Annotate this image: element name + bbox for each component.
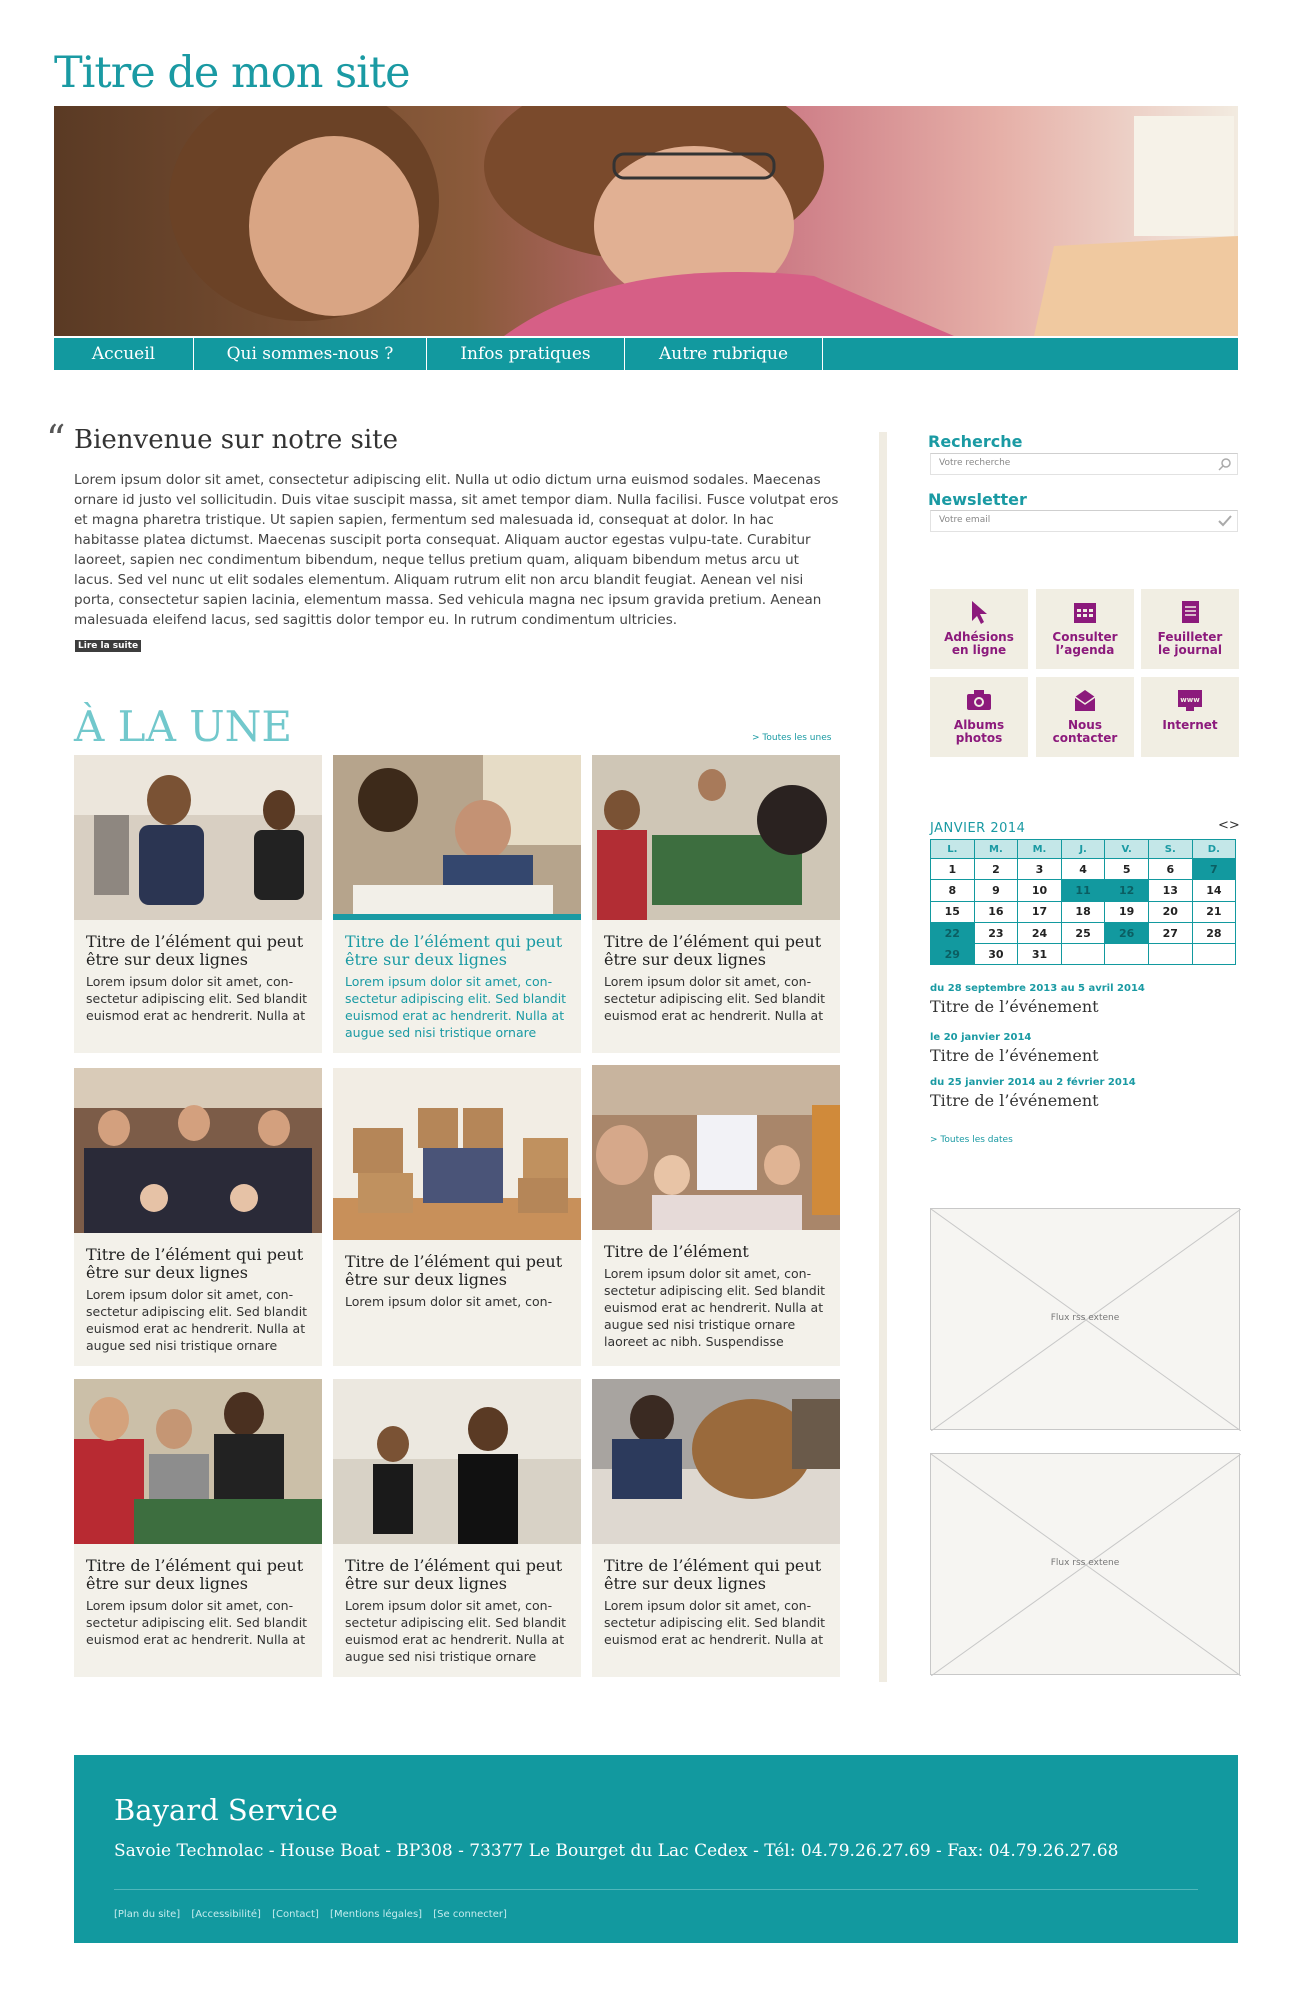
card-text: Lorem ipsum dolor sit amet, con-sectetur adipiscing elit. Sed blandit euismod erat ac hendrerit. Nulla at augue sed nisi tristique ornare <box>345 1598 567 1664</box>
nav-accueil[interactable]: Accueil <box>54 338 194 370</box>
newsletter-heading: Newsletter <box>928 490 1027 509</box>
card-photo <box>333 1379 581 1544</box>
calendar-day[interactable]: 4 <box>1061 859 1105 880</box>
card-title[interactable]: Titre de l’élément qui peut être sur deux lignes <box>604 932 822 969</box>
nav-qui-sommes-nous[interactable]: Qui sommes-nous ? <box>194 338 427 370</box>
card-title[interactable]: Titre de l’élément qui peut être sur deux lignes <box>345 1556 563 1593</box>
card-title[interactable]: Titre de l’élément qui peut être sur deux lignes <box>345 932 563 969</box>
check-icon[interactable] <box>1217 514 1233 528</box>
calendar-day[interactable]: 25 <box>1061 922 1105 943</box>
calendar-day[interactable]: 19 <box>1105 901 1149 922</box>
newsletter-placeholder: Votre email <box>939 515 991 525</box>
camera-icon <box>965 687 993 713</box>
calendar-day-header: J. <box>1061 840 1105 859</box>
calendar-day-header: M. <box>974 840 1018 859</box>
calendar-day[interactable]: 26 <box>1105 922 1149 943</box>
event-date: du 25 janvier 2014 au 2 février 2014 <box>930 1077 1136 1088</box>
calendar-month: JANVIER 2014 <box>930 821 1026 836</box>
card-photo <box>74 1379 322 1544</box>
calendar-day[interactable]: 6 <box>1148 859 1192 880</box>
mail-icon <box>1072 687 1098 713</box>
calendar-day[interactable]: 10 <box>1018 880 1062 901</box>
tile-label-2: en ligne <box>951 643 1007 657</box>
card-text: Lorem ipsum dolor sit amet, con-sectetur adipiscing elit. Sed blandit euismod erat ac hendrerit. Nulla at <box>604 974 826 1023</box>
card-title[interactable]: Titre de l’élément qui peut être sur deux lignes <box>345 1252 563 1289</box>
event-title[interactable]: Titre de l’événement <box>930 1046 1099 1065</box>
intro-text: Lorem ipsum dolor sit amet, consectetur adipiscing elit. Nulla ut odio dictum urna euismod sodales. Maecenas ornare id justo vel sollicitudin. Duis vitae suscipit massa, sit amet tempor diam. Nulla facilisi. Fusce volutpat eros et magna pharetra tristique. Ut sapien sapien, fermentum sed malesuada id, consequat at dolor. In hac habitasse platea dictumst. Maecenas suscipit porta consequat. Aliquam auctor egestas vulpu-tate. Curabitur laoreet, sapien nec condimentum bibendum, neque tellus pretium quam, aliquam bibendum metus arcu ut lacus. Sed vel nunc ut elit sodales elementum. Aliquam rutrum elit non arcu blandit feugiat. Aenean vel nisi porta, consectetur sapien lacinia, elementum massa. Sed vehicula magna nec ipsum gravida pretium. Aenean malesuada eleifend lacus, sed sagittis dolor tempor eu. In rutrum condimentum ultricies. <box>74 472 839 628</box>
tile-journal[interactable] <box>1141 589 1239 669</box>
calendar-day[interactable]: 27 <box>1148 922 1192 943</box>
tile-albums[interactable] <box>930 677 1028 757</box>
une-card[interactable] <box>592 755 840 1053</box>
tile-label-2: contacter <box>1052 731 1118 745</box>
www-icon <box>1176 687 1204 713</box>
tile-label-1: Consulter <box>1052 630 1118 644</box>
calendar-day[interactable]: 28 <box>1192 922 1236 943</box>
calendar-empty-cell <box>1192 944 1236 965</box>
calendar-day[interactable]: 20 <box>1148 901 1192 922</box>
calendar-day[interactable]: 23 <box>974 922 1018 943</box>
calendar-day[interactable]: 15 <box>931 901 975 922</box>
calendar-nav-arrows[interactable]: <> <box>1218 818 1240 833</box>
une-card[interactable] <box>592 1065 840 1366</box>
tile-label-2: l’agenda <box>1055 643 1115 657</box>
tile-label-1: Nous <box>1068 718 1102 732</box>
calendar-day-header: M. <box>1018 840 1062 859</box>
card-text: Lorem ipsum dolor sit amet, con-sectetur adipiscing elit. Sed blandit euismod erat ac hendrerit. Nulla at augue sed nisi tristique ornare <box>345 974 567 1040</box>
une-card[interactable] <box>333 1068 581 1366</box>
rss-feed-placeholder <box>930 1208 1240 1430</box>
card-photo <box>592 1065 840 1230</box>
footer-address: Savoie Technolac - House Boat - BP308 - 73377 Le Bourget du Lac Cedex - Tél: 04.79.26.27.69 - Fax: 04.79.26.27.68 <box>114 1841 1119 1861</box>
tile-label-1: Adhésions <box>944 630 1014 644</box>
calendar-day-header: V. <box>1105 840 1149 859</box>
calendar-day[interactable]: 21 <box>1192 901 1236 922</box>
card-text: Lorem ipsum dolor sit amet, con-sectetur adipiscing elit. Sed blandit euismod erat ac hendrerit. Nulla at augue sed nisi tristique ornare <box>86 1287 308 1353</box>
card-photo <box>74 755 322 920</box>
search-placeholder: Votre recherche <box>939 458 1011 468</box>
calendar-day[interactable]: 14 <box>1192 880 1236 901</box>
calendar-day[interactable]: 3 <box>1018 859 1062 880</box>
calendar-day[interactable]: 22 <box>931 922 975 943</box>
footer-link-contact[interactable]: [Contact] <box>272 1909 319 1920</box>
site-title[interactable]: Titre de mon site <box>54 48 410 98</box>
card-title[interactable]: Titre de l’élément qui peut être sur deux lignes <box>86 1556 304 1593</box>
tile-contact[interactable] <box>1036 677 1134 757</box>
card-text: Lorem ipsum dolor sit amet, con-sectetur adipiscing elit. Sed blandit euismod erat ac hendrerit. Nulla at <box>86 974 308 1023</box>
calendar-day[interactable]: 9 <box>974 880 1018 901</box>
cursor-icon <box>966 599 992 625</box>
card-photo <box>333 1068 581 1240</box>
calendar-day[interactable]: 7 <box>1192 859 1236 880</box>
une-card[interactable] <box>74 755 322 1053</box>
card-photo <box>592 1379 840 1544</box>
read-more-button[interactable]: Lire la suite <box>75 640 141 652</box>
une-card-active[interactable] <box>333 755 581 1053</box>
calendar-empty-cell <box>1148 944 1192 965</box>
calendar-day[interactable]: 31 <box>1018 944 1062 965</box>
calendar-day[interactable]: 16 <box>974 901 1018 922</box>
tile-internet[interactable] <box>1141 677 1239 757</box>
calendar-day[interactable]: 24 <box>1018 922 1062 943</box>
footer-link-accessibilite[interactable]: [Accessibilité] <box>191 1909 261 1920</box>
tile-adhesions[interactable] <box>930 589 1028 669</box>
all-unes-link[interactable]: > Toutes les unes <box>752 733 832 743</box>
calendar-day-header: L. <box>931 840 975 859</box>
nav-infos-pratiques[interactable]: Infos pratiques <box>427 338 625 370</box>
calendar-day[interactable]: 29 <box>931 944 975 965</box>
tile-label-2: photos <box>955 731 1003 745</box>
tile-label-1: Internet <box>1162 718 1218 732</box>
tile-label-1: Feuilleter <box>1157 630 1223 644</box>
footer-link-connect[interactable]: [Se connecter] <box>433 1909 507 1920</box>
card-text: Lorem ipsum dolor sit amet, con-sectetur adipiscing elit. Sed blandit euismod erat ac hendrerit. Nulla at augue sed nisi tristique ornare laoreet ac nibh. Suspendisse <box>604 1266 826 1349</box>
card-text: Lorem ipsum dolor sit amet, con- <box>345 1294 553 1309</box>
calendar-day[interactable]: 11 <box>1061 880 1105 901</box>
footer-link-mentions[interactable]: [Mentions légales] <box>330 1909 423 1920</box>
tile-label-1: Albums <box>953 718 1005 732</box>
event-date: le 20 janvier 2014 <box>930 1032 1032 1043</box>
une-card[interactable] <box>74 1068 322 1366</box>
newsletter-email-input[interactable] <box>930 510 1238 532</box>
card-photo <box>74 1068 322 1233</box>
calendar-day[interactable]: 8 <box>931 880 975 901</box>
nav-autre-rubrique[interactable]: Autre rubrique <box>625 338 823 370</box>
search-icon[interactable] <box>1217 457 1233 471</box>
rss-feed-placeholder <box>930 1453 1240 1675</box>
card-photo <box>592 755 840 920</box>
card-title[interactable]: Titre de l’élément qui peut être sur deux lignes <box>604 1556 822 1593</box>
calendar-empty-cell <box>1061 944 1105 965</box>
une-card[interactable] <box>592 1379 840 1677</box>
event-title[interactable]: Titre de l’événement <box>930 1091 1099 1110</box>
intro-title: Bienvenue sur notre site <box>74 425 398 455</box>
calendar-icon <box>1072 599 1098 625</box>
footer-link-plan[interactable]: [Plan du site] <box>114 1909 181 1920</box>
main-nav <box>54 338 1238 370</box>
rss-label: Flux rss extene <box>1050 1313 1120 1323</box>
search-heading: Recherche <box>928 432 1023 451</box>
journal-icon <box>1177 599 1203 625</box>
calendar-day[interactable]: 18 <box>1061 901 1105 922</box>
une-card[interactable] <box>333 1379 581 1677</box>
footer <box>74 1755 1238 1943</box>
event-date: du 28 septembre 2013 au 5 avril 2014 <box>930 983 1145 994</box>
une-card[interactable] <box>74 1379 322 1677</box>
event-title[interactable]: Titre de l’événement <box>930 997 1099 1016</box>
tile-agenda[interactable] <box>1036 589 1134 669</box>
calendar-day-header: S. <box>1148 840 1192 859</box>
card-title[interactable]: Titre de l’élément qui peut être sur deux lignes <box>86 932 304 969</box>
hero-image <box>54 106 1238 336</box>
calendar-day[interactable]: 1 <box>931 859 975 880</box>
calendar-empty-cell <box>1105 944 1149 965</box>
svg-text:www: www <box>1180 696 1200 704</box>
all-dates-link[interactable]: > Toutes les dates <box>930 1135 1013 1145</box>
calendar-day-header: D. <box>1192 840 1236 859</box>
footer-title: Bayard Service <box>114 1793 338 1827</box>
calendar-grid <box>930 839 1236 965</box>
column-divider <box>879 432 887 1682</box>
footer-links <box>114 1909 515 1920</box>
calendar-day[interactable]: 17 <box>1018 901 1062 922</box>
calendar-day[interactable]: 12 <box>1105 880 1149 901</box>
calendar-day[interactable]: 30 <box>974 944 1018 965</box>
une-heading: À LA UNE <box>74 702 293 751</box>
rss-label: Flux rss extene <box>1050 1558 1120 1568</box>
calendar-day[interactable]: 2 <box>974 859 1018 880</box>
search-input[interactable] <box>930 453 1238 475</box>
card-text: Lorem ipsum dolor sit amet, con-sectetur adipiscing elit. Sed blandit euismod erat ac hendrerit. Nulla at <box>86 1598 308 1647</box>
footer-divider <box>114 1889 1198 1890</box>
calendar-day[interactable]: 5 <box>1105 859 1149 880</box>
card-text: Lorem ipsum dolor sit amet, con-sectetur adipiscing elit. Sed blandit euismod erat ac hendrerit. Nulla at <box>604 1598 826 1647</box>
quote-icon: “ <box>46 417 66 461</box>
card-title[interactable]: Titre de l’élément qui peut être sur deux lignes <box>86 1245 304 1282</box>
tile-label-2: le journal <box>1157 643 1222 657</box>
calendar-day[interactable]: 13 <box>1148 880 1192 901</box>
card-photo <box>333 755 581 914</box>
card-title[interactable]: Titre de l’élément <box>604 1242 749 1261</box>
